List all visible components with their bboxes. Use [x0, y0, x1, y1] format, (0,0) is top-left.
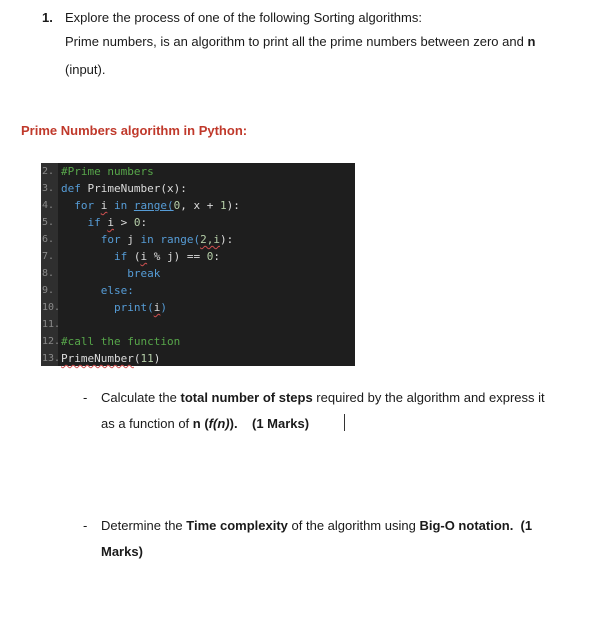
- code-comment: #Prime numbers: [61, 165, 154, 178]
- task-bold-text: n (: [192, 416, 209, 431]
- code-text: ):: [226, 199, 240, 212]
- line-number: 8.: [42, 268, 55, 279]
- task-2-line1: [101, 518, 581, 533]
- line-number: 6.: [42, 234, 55, 245]
- code-text: (: [127, 250, 141, 263]
- code-keyword: if: [113, 250, 128, 263]
- code-builtin: range(: [133, 199, 174, 212]
- line-number: 12.: [42, 336, 61, 347]
- line-number: 2.: [42, 166, 55, 177]
- line-number: 5.: [42, 217, 55, 228]
- code-line: [41, 248, 355, 265]
- code-keyword: in: [114, 199, 128, 212]
- code-line: [41, 214, 355, 231]
- task-1-dash: -: [83, 390, 88, 405]
- code-line: [41, 180, 355, 197]
- code-number: 1: [220, 199, 227, 212]
- code-keyword: for: [100, 233, 121, 246]
- code-keyword: def: [61, 182, 81, 195]
- code-builtin: print(: [113, 301, 154, 314]
- task-bold-text: total number of steps: [180, 390, 313, 405]
- code-block: [41, 163, 355, 366]
- task-text: as a function of: [101, 416, 193, 431]
- task-marks: (1 Marks): [252, 416, 310, 431]
- code-number: 0: [133, 216, 141, 229]
- code-text: (: [133, 352, 141, 365]
- task-marks: (1: [520, 518, 533, 533]
- code-comment: #call the function: [61, 335, 181, 348]
- line-number: 4.: [42, 200, 55, 211]
- task-1-line1: [101, 390, 581, 405]
- task-bold-text: Big-O notation.: [419, 518, 514, 533]
- task-bold-text: ).: [229, 416, 238, 431]
- line-number: 10.: [42, 302, 61, 313]
- code-line: [41, 231, 355, 248]
- code-text: ):: [219, 233, 234, 246]
- task-marks: Marks): [101, 544, 143, 559]
- code-text: :: [140, 216, 148, 229]
- question-number: 1.: [42, 10, 53, 25]
- line-number: 7.: [42, 251, 55, 262]
- code-text: i: [140, 250, 148, 263]
- question-description-line2: (input).: [65, 62, 106, 77]
- code-keyword: if: [87, 216, 101, 229]
- code-line: [41, 282, 355, 299]
- task-text: Calculate the: [101, 390, 181, 405]
- code-text: , x +: [180, 199, 220, 212]
- code-line: [41, 350, 355, 367]
- code-text: j: [120, 233, 141, 246]
- code-builtin: range(: [153, 233, 201, 246]
- code-text: i: [153, 301, 161, 314]
- task-text: required by the algorithm and express it: [312, 390, 545, 405]
- code-line: [41, 265, 355, 282]
- code-text: >: [114, 216, 134, 229]
- code-keyword: break: [127, 267, 161, 280]
- question-description-line1: [65, 34, 535, 49]
- code-line: [41, 333, 355, 350]
- code-keyword: else:: [100, 284, 134, 297]
- task-text: Determine the: [101, 518, 187, 533]
- code-number: 2,i: [200, 233, 220, 246]
- description-text: Prime numbers, is an algorithm to print all the prime numbers between zero and: [65, 34, 528, 49]
- code-text: i: [100, 199, 108, 212]
- code-text: PrimeNumber: [61, 352, 134, 365]
- code-text: ): [153, 352, 161, 365]
- code-text: PrimeNumber(x):: [80, 182, 187, 195]
- task-2-dash: -: [83, 518, 88, 533]
- code-text: i: [107, 216, 114, 229]
- code-keyword: for: [74, 199, 95, 212]
- task-2-line2: [101, 544, 581, 559]
- line-number: 9.: [42, 285, 55, 296]
- text-cursor: [344, 414, 345, 431]
- code-keyword: in: [140, 233, 154, 246]
- task-bold-text: Time complexity: [186, 518, 288, 533]
- description-var-n: n: [527, 34, 536, 49]
- task-text: of the algorithm using: [287, 518, 420, 533]
- code-line: [41, 163, 355, 180]
- code-number: 11: [140, 352, 154, 365]
- line-number: 3.: [42, 183, 55, 194]
- question-title: Explore the process of one of the following Sorting algorithms:: [65, 10, 422, 25]
- code-text: % j) ==: [147, 250, 207, 263]
- code-line: [41, 197, 355, 214]
- code-text: :: [213, 250, 220, 263]
- code-builtin: ): [160, 301, 167, 314]
- task-1-line2: [101, 416, 581, 431]
- section-heading: Prime Numbers algorithm in Python:: [21, 123, 248, 138]
- code-line: [41, 299, 355, 316]
- task-bold-italic-text: f(n): [208, 416, 230, 431]
- code-number: 0: [206, 250, 214, 263]
- line-number: 13.: [42, 353, 61, 364]
- code-line: [41, 316, 355, 333]
- line-number: 11.: [42, 319, 61, 330]
- code-number: 0: [173, 199, 181, 212]
